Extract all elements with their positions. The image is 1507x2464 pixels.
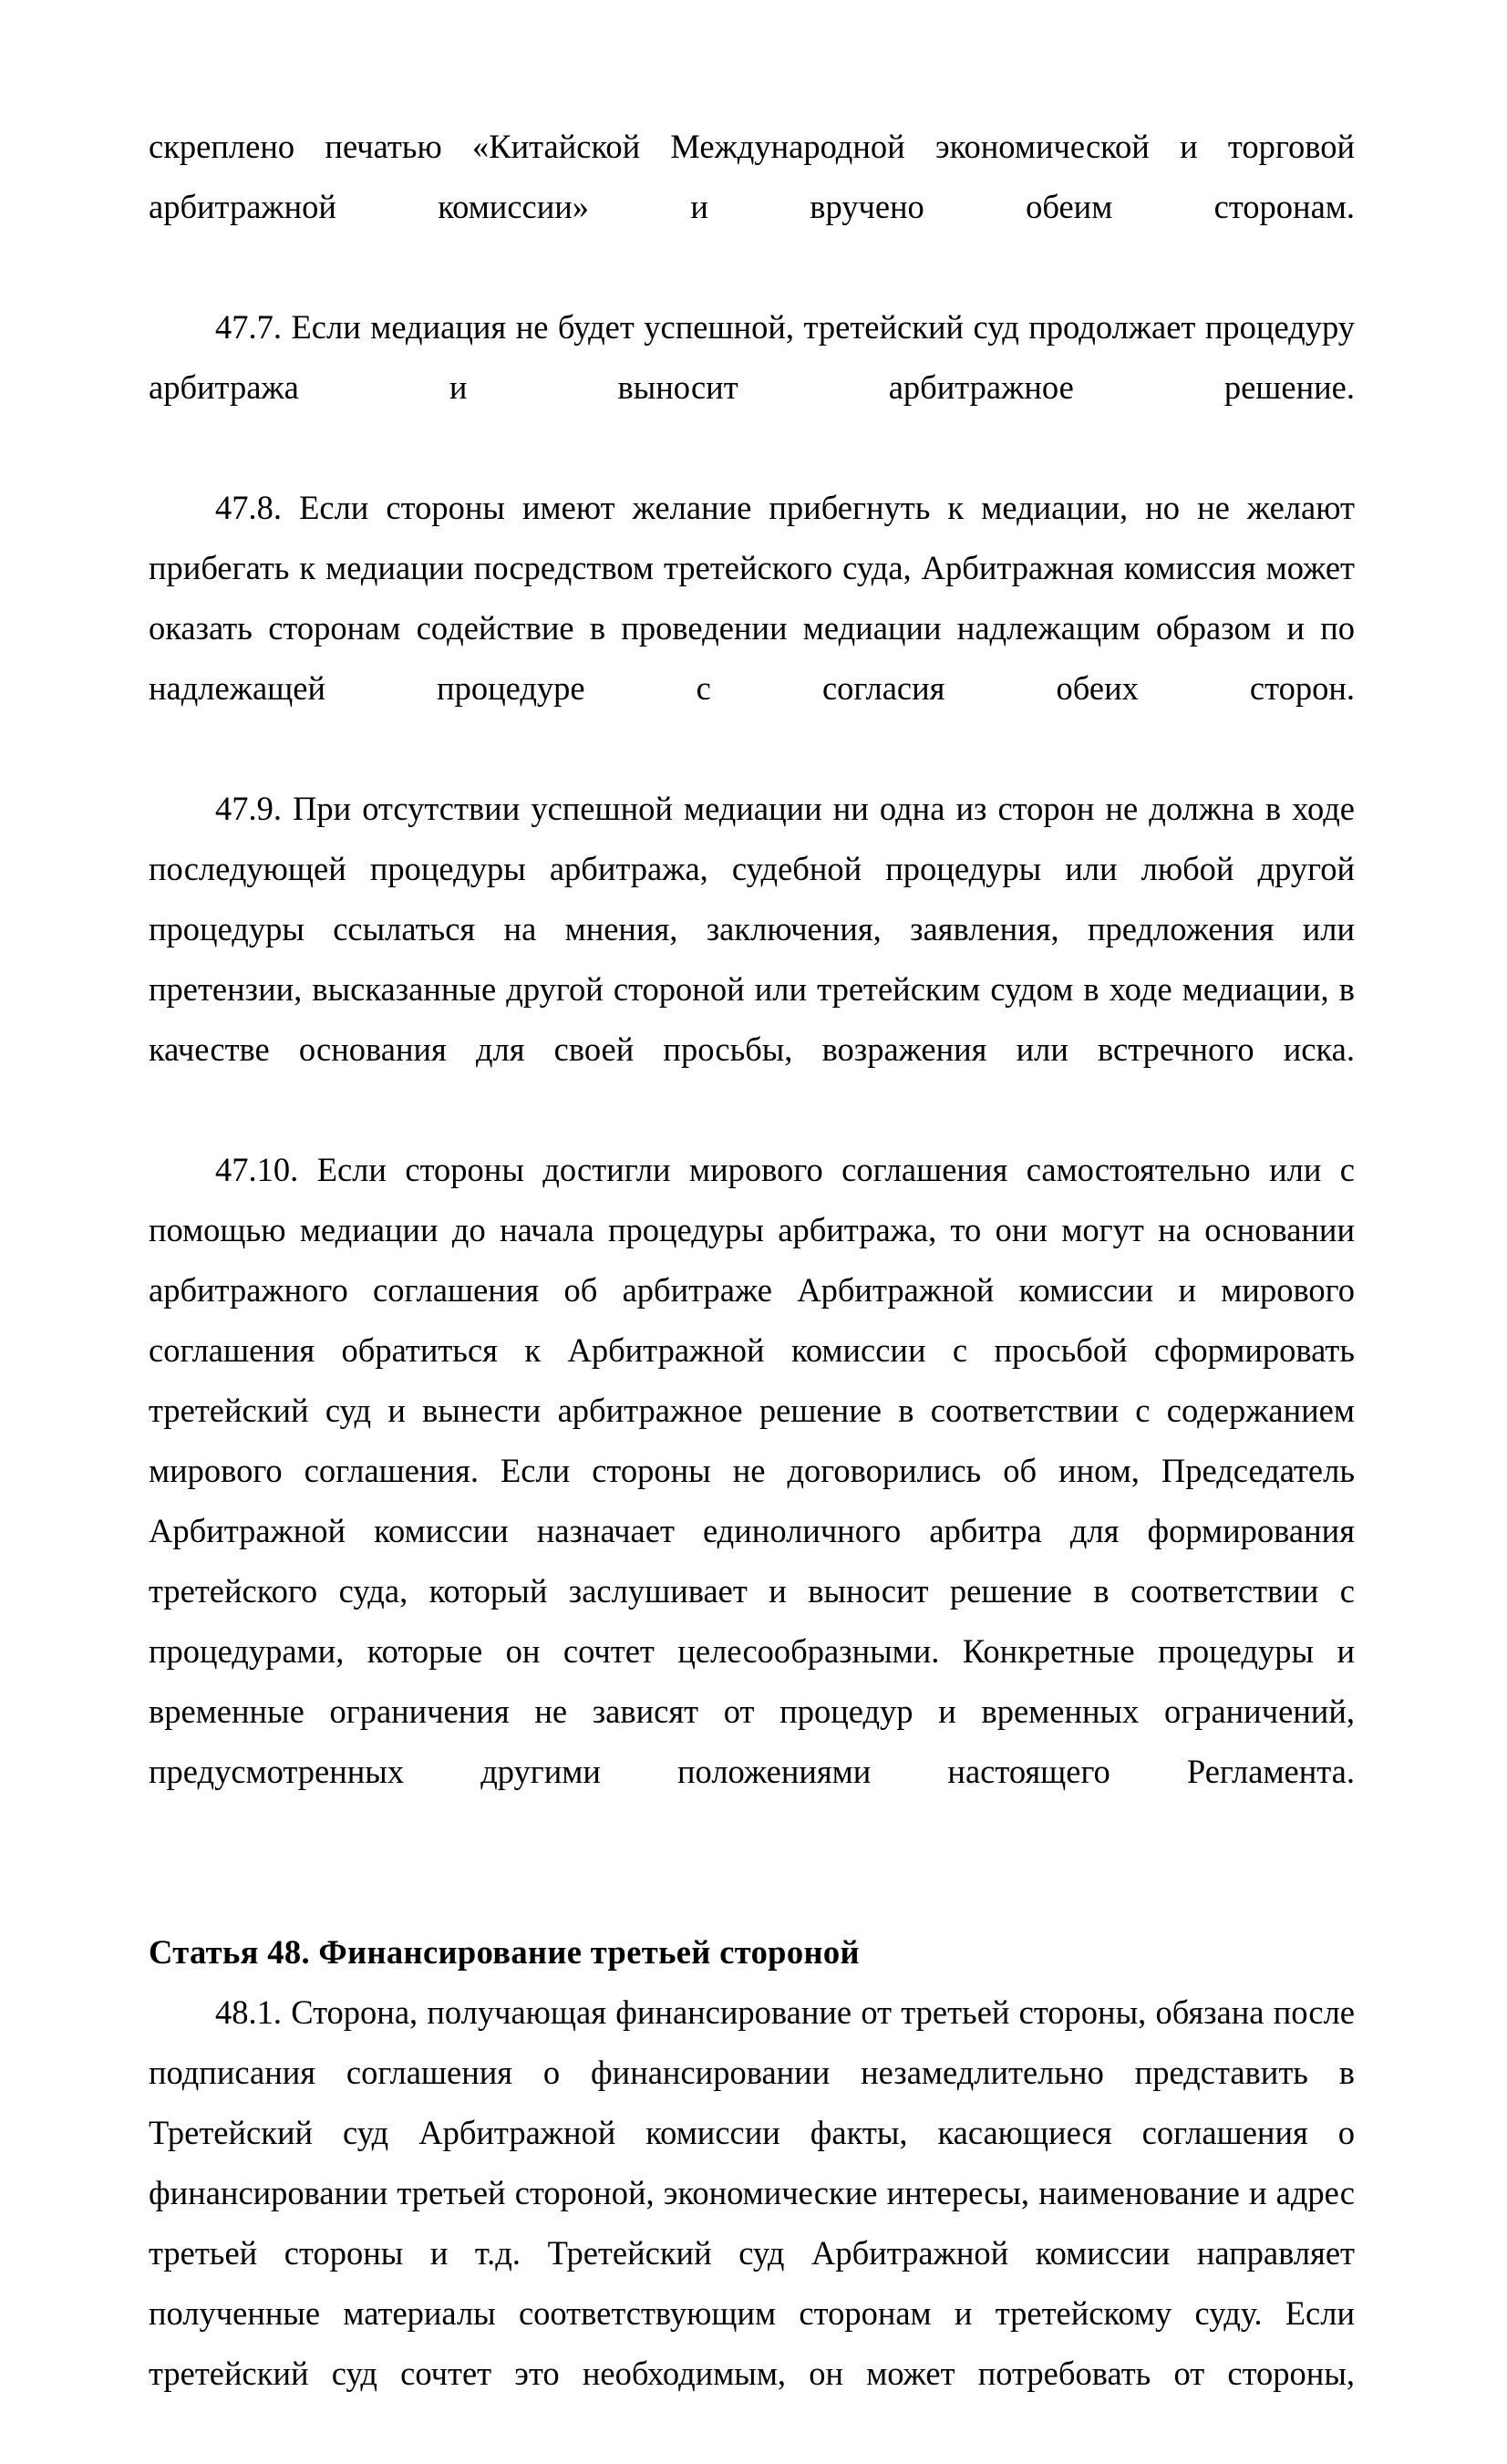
article-48-heading: Статья 48. Финансирование третьей стороной (149, 1933, 860, 1971)
paragraph-47-7: 47.7. Если медиация не будет успешной, третейский суд продолжает процедуру арбитража и выносит арбитражное решение. (149, 308, 1355, 406)
paragraph-47-8: 47.8. Если стороны имеют желание прибегнуть к медиации, но не желают прибегать к медиации посредством третейского суда, Арбитражная комиссия может оказать сторонам содействие в проведении медиации надлежащим образом и по надлежащей процедуре с согласия обеих сторон. (149, 489, 1355, 707)
paragraph-47-10: 47.10. Если стороны достигли мирового соглашения самостоятельно или с помощью медиации до начала процедуры арбитража, то они могут на основании арбитражного соглашения об арбитраже Арбитражной комиссии и мирового соглашения обратиться к Арбитражной комиссии с просьбой сформировать третейский суд и вынести арбитражное решение в соответствии с содержанием мирового соглашения. Если стороны не договорились об ином, Председатель Арбитражной комиссии назначает единоличного арбитра для формирования третейского суда, который заслушивает и выносит решение в соответствии с процедурами, которые он сочтет целесообразными. Конкретные процедуры и временные ограничения не зависят от процедур и временных ограничений, предусмотренных другими положениями настоящего Регламента. (149, 1151, 1355, 1790)
text-column (149, 117, 1355, 2464)
heading-spacer (149, 1862, 1355, 1922)
paragraph-47-9: 47.9. При отсутствии успешной медиации ни одна из сторон не должна в ходе последующей процедуры арбитража, судебной процедуры или любой другой процедуры ссылаться на мнения, заключения, заявления, предложения или претензии, высказанные другой стороной или третейским судом в ходе медиации, в качестве основания для своей просьбы, возражения или встречного иска. (149, 790, 1355, 1068)
paragraph-continued: скреплено печатью «Китайской Международной экономической и торговой арбитражной комиссии» и вручено обеим сторонам. (149, 128, 1355, 225)
paragraph-48-1: 48.1. Сторона, получающая финансирование от третьей стороны, обязана после подписания соглашения о финансировании незамедлительно представить в Третейский суд Арбитражной комиссии факты, касающиеся соглашения о финансировании третьей стороной, экономические интересы, наименование и адрес третьей стороны и т.д. Третейский суд Арбитражной комиссии направляет полученные материалы соответствующим сторонам и третейскому суду. Если третейский суд сочтет это необходимым, он может потребовать от стороны, (149, 1993, 1355, 2392)
